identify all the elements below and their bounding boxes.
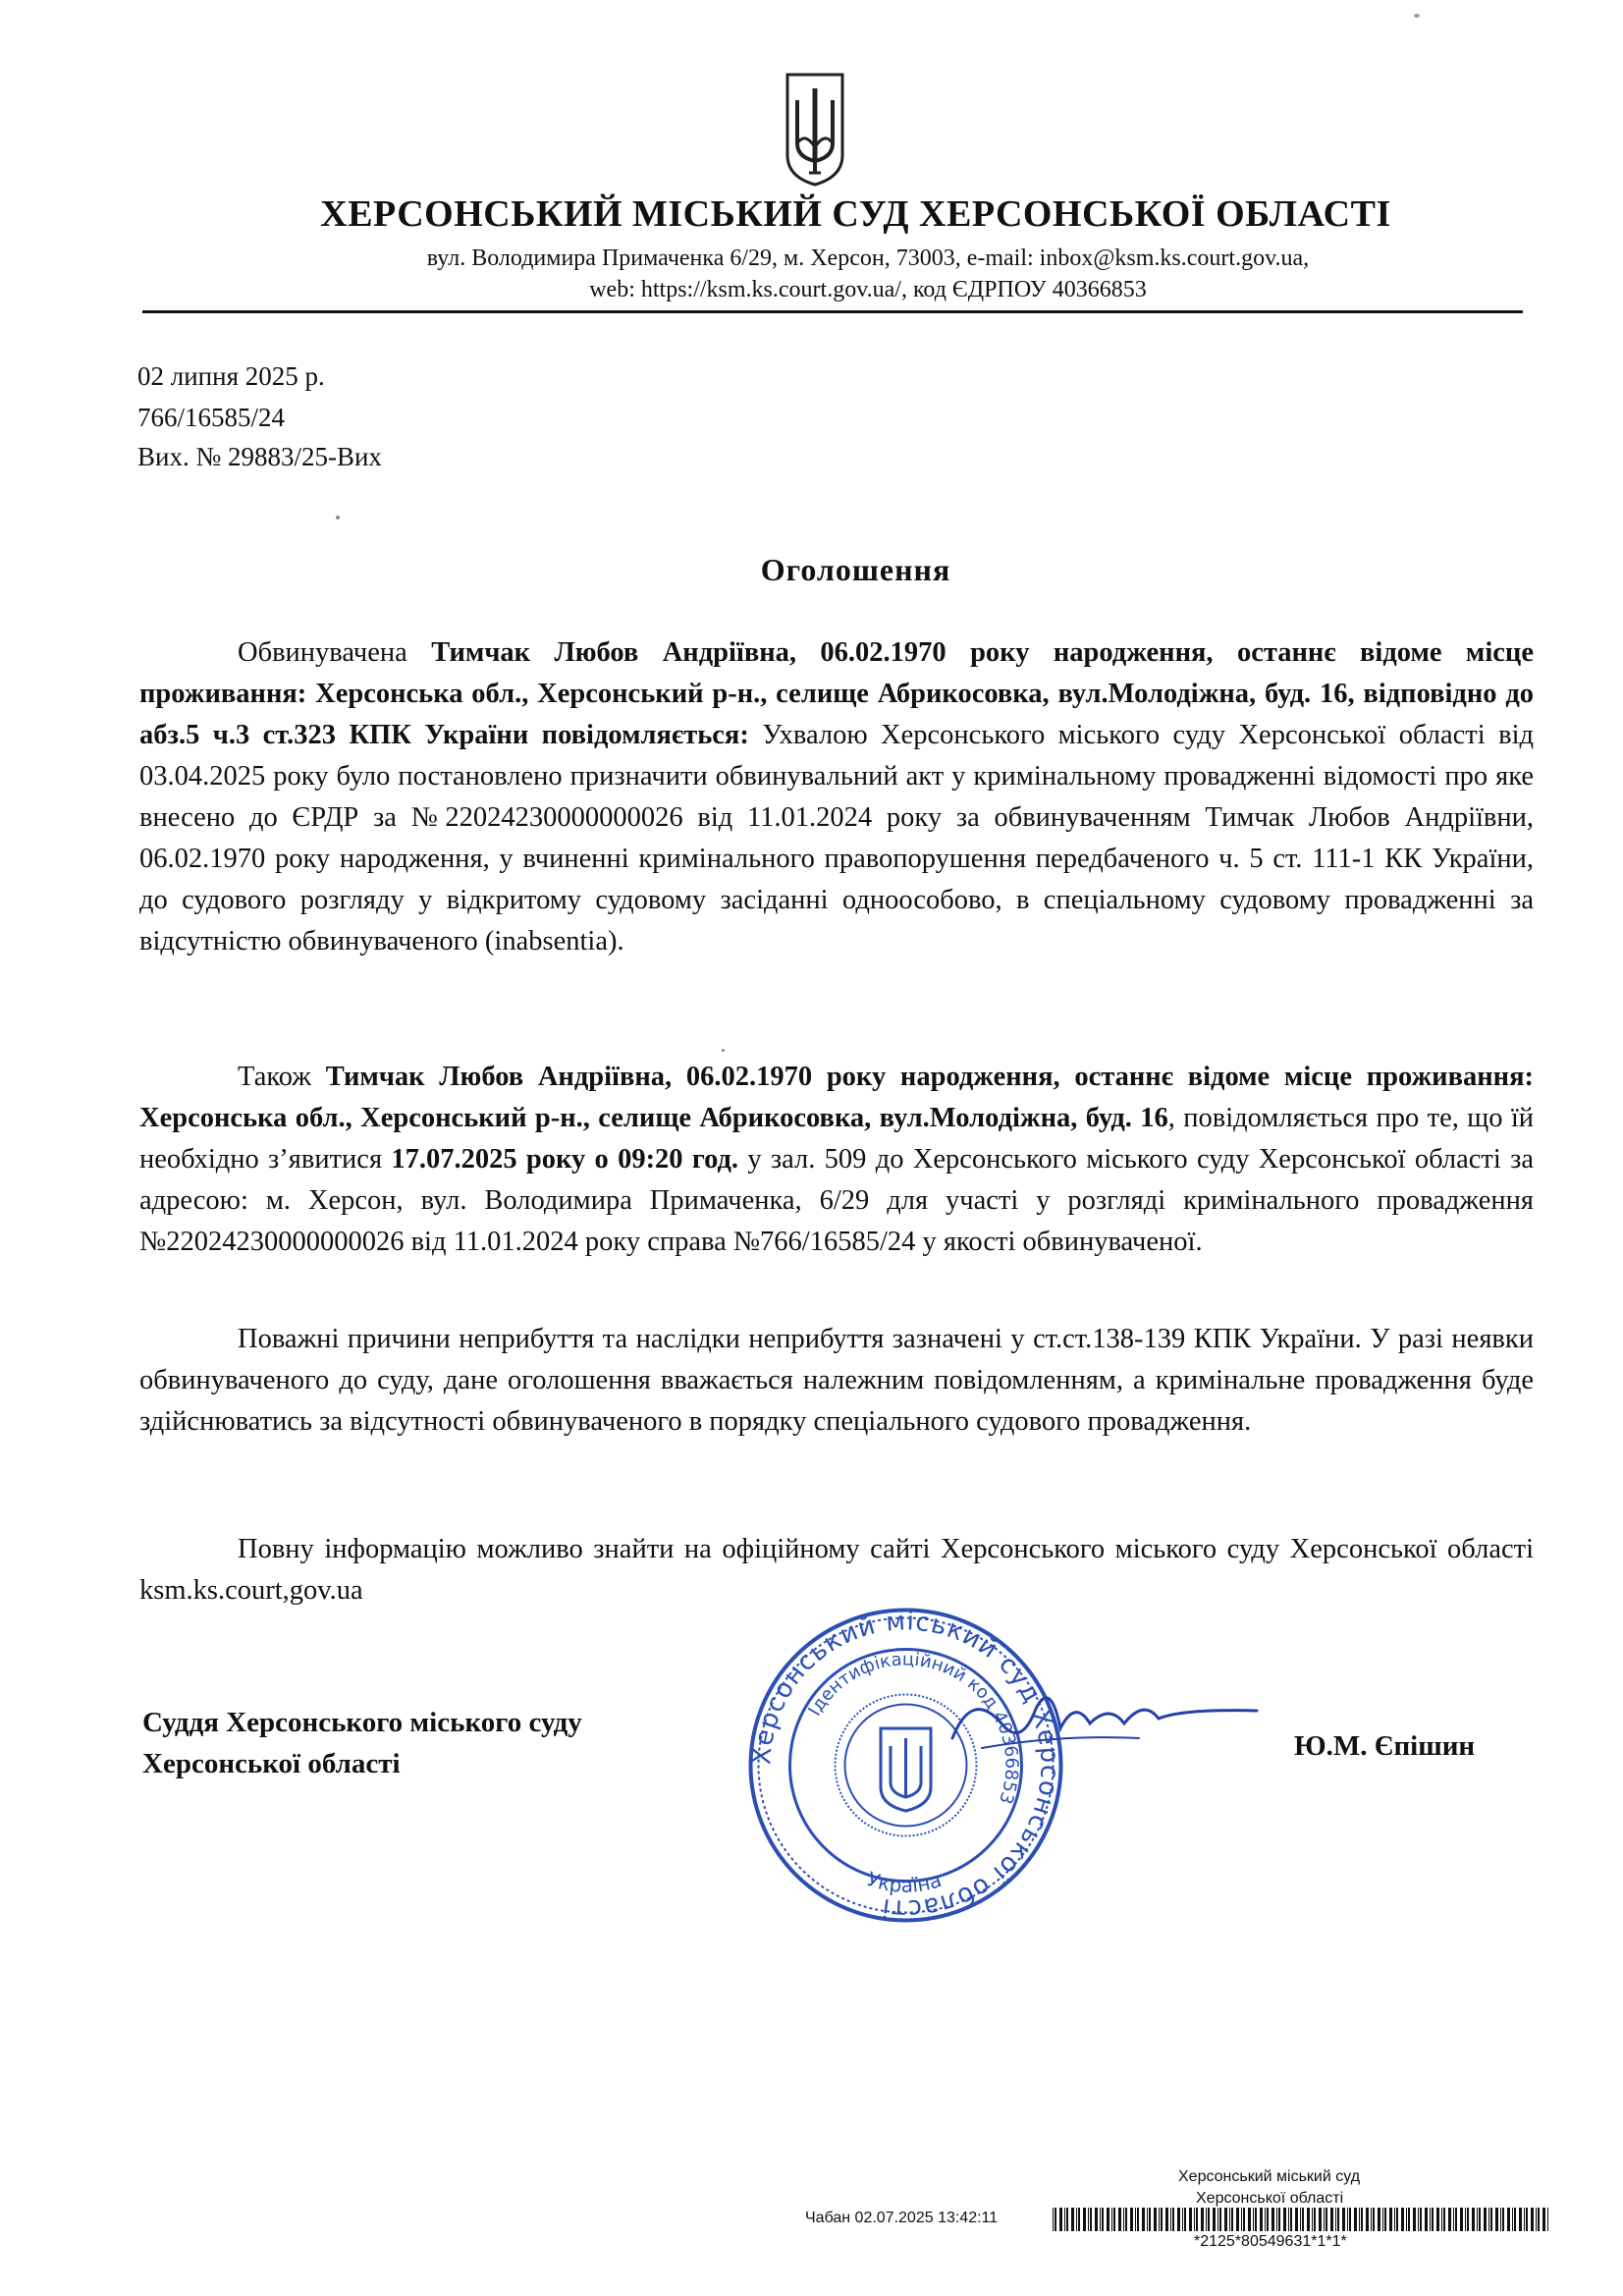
hearing-datetime: 17.07.2025 року о 09:20 год.: [391, 1144, 739, 1175]
barcode-bar: [1076, 2208, 1077, 2231]
barcode-bar: [1095, 2208, 1098, 2231]
barcode-bar: [1276, 2208, 1277, 2231]
barcode-bar: [1189, 2208, 1192, 2231]
paragraph-notice: [139, 632, 1534, 962]
barcode-bar: [1312, 2208, 1313, 2231]
barcode-bar: [1373, 2208, 1375, 2231]
barcode-bar: [1100, 2208, 1101, 2231]
barcode-bar: [1325, 2208, 1327, 2231]
barcode-bar: [1436, 2208, 1439, 2231]
barcode-bar: [1413, 2208, 1416, 2231]
barcode-bar: [1265, 2208, 1266, 2231]
barcode-bar: [1453, 2208, 1454, 2231]
barcode-bar: [1113, 2208, 1115, 2231]
text-run: Поважні причини неприбуття та наслідки неприбуття зазначені у ст.ст.138-139 КПК України. У разі неявки обвинуваченого до суду, дане оголошення вважається належним повідомленням, а кримінальне провадження буде здійснюватись за відсутності обвинуваченого в порядку спеціального судового провадження.: [139, 1324, 1534, 1437]
barcode-bar: [1118, 2208, 1121, 2231]
barcode-bar: [1217, 2208, 1218, 2231]
barcode-bar: [1053, 2208, 1054, 2231]
barcode-bar: [1502, 2208, 1504, 2231]
barcode-bar: [1547, 2208, 1548, 2231]
barcode-bar: [1255, 2208, 1257, 2231]
document-date: 02 липня 2025 р.: [137, 361, 325, 391]
scan-speck: [1414, 14, 1420, 18]
barcode-bar: [1170, 2208, 1171, 2231]
barcode-bar: [1472, 2208, 1475, 2231]
barcode-bar: [1219, 2208, 1221, 2231]
barcode-bar: [1090, 2208, 1092, 2231]
barcode-bar: [1406, 2208, 1407, 2231]
barcode-bar: [1147, 2208, 1148, 2231]
header-divider: [142, 310, 1523, 313]
text-run: Ухвалою Херсонського міського суду Херсонської області від 03.04.2025 року було постановлено призначити обвинувальний акт у кримінальному провадженні відомості про яке внесено до ЄРДР за №22024230000000026 від 11.01.2024 року за обвинуваченням Тимчак Любов Андріївни, 06.02.1970 року народження, у вчиненні кримінального правопорушення передбаченого ч. 5 ст. 111-1 КК України, до судового розгляду у відкритому судовому засіданні одноособово, в спеціальному судовому провадженні за відсутністю обвинуваченого (inabsentia).: [139, 720, 1534, 957]
barcode-bar: [1366, 2208, 1369, 2231]
barcode-bar: [1248, 2208, 1251, 2231]
barcode-bar: [1125, 2208, 1127, 2231]
stamp-code: *2125*80549631*1*1*: [1194, 2233, 1347, 2250]
barcode-bar: [1443, 2208, 1445, 2231]
barcode-bar: [1295, 2208, 1298, 2231]
barcode-bar: [1290, 2208, 1292, 2231]
stamp-court-line: Херсонський міський суд: [1178, 2168, 1361, 2185]
signer-position-line: Суддя Херсонського міського суду: [142, 1707, 582, 1738]
barcode-bar: [1507, 2208, 1510, 2231]
barcode-bar: [1154, 2208, 1157, 2231]
barcode-bar: [1524, 2208, 1525, 2231]
barcode-bar: [1538, 2208, 1540, 2231]
barcode-bar: [1243, 2208, 1245, 2231]
document-title: Оголошення: [760, 552, 951, 587]
barcode-bar: [1083, 2208, 1086, 2231]
seal-bottom-text: Україна: [864, 1866, 945, 1897]
barcode-bar: [1159, 2208, 1160, 2231]
barcode-bar: [1177, 2208, 1180, 2231]
barcode-bar: [1531, 2208, 1534, 2231]
barcode-bar: [1253, 2208, 1254, 2231]
barcode-bar: [1324, 2208, 1325, 2231]
barcode-bar: [1142, 2208, 1145, 2231]
barcode-bar: [1418, 2208, 1419, 2231]
barcode-bar: [1241, 2208, 1242, 2231]
barcode-bar: [1401, 2208, 1404, 2231]
barcode-bar: [1236, 2208, 1239, 2231]
barcode-bar: [1361, 2208, 1363, 2231]
barcode-bar: [1467, 2208, 1469, 2231]
barcode-bar: [1319, 2208, 1322, 2231]
barcode-bar: [1078, 2208, 1080, 2231]
barcode-bar: [1359, 2208, 1360, 2231]
barcode-bar: [1196, 2208, 1198, 2231]
barcode-bar: [1490, 2208, 1492, 2231]
barcode-bar: [1283, 2208, 1286, 2231]
barcode-bar: [1382, 2208, 1383, 2231]
seal-outer-text: Херсонський міський суд Херсонської області: [747, 1607, 1064, 1924]
barcode-bar: [1165, 2208, 1168, 2231]
scan-speck: [336, 516, 340, 519]
barcode-bar: [1111, 2208, 1112, 2231]
barcode-bar: [1137, 2208, 1139, 2231]
text-run: у зал. 509 до Херсонського міського суду Херсонської області за адресою: м. Херсон, вул. Володимира Примаченка, 6/29 для участі у розгляді кримінального провадження №22024230000000026 від 11.01.2024 року справа №766/16585/24 у якості обвинуваченої.: [139, 1144, 1534, 1257]
barcode-bar: [1135, 2208, 1136, 2231]
signer-position-line: Херсонської області: [142, 1748, 401, 1779]
signer-position: [142, 1702, 582, 1784]
scan-speck: [722, 1049, 725, 1052]
barcode-bar: [1071, 2208, 1074, 2231]
barcode-bar: [1378, 2208, 1380, 2231]
barcode-bar: [1396, 2208, 1398, 2231]
handwritten-signature: [943, 1669, 1267, 1768]
barcode-bar: [1512, 2208, 1513, 2231]
barcode-bar: [1526, 2208, 1528, 2231]
barcode-bar: [1213, 2208, 1216, 2231]
barcode-bar: [1149, 2208, 1151, 2231]
registration-stamp: [805, 2168, 1551, 2276]
barcode-bar: [1224, 2208, 1227, 2231]
barcode-bar: [1460, 2208, 1463, 2231]
accused-details: Тимчак Любов Андріївна, 06.02.1970 року народження, останнє відоме місце проживання: Херсонська обл., Херсонський р-н., селище Абрикосовка, вул.Молодіжна, буд. 16, відповідно до абз.5 ч.3 ст.323 КПК України повідомляється:: [139, 637, 1534, 750]
barcode-bar: [1500, 2208, 1501, 2231]
barcode-bar: [1302, 2208, 1304, 2231]
barcode-bar: [1271, 2208, 1274, 2231]
barcode-bar: [1161, 2208, 1163, 2231]
barcode-bar: [1542, 2208, 1545, 2231]
case-number: 766/16585/24: [137, 403, 286, 432]
barcode: [1053, 2208, 1548, 2231]
barcode-bar: [1477, 2208, 1478, 2231]
stamp-operator-datetime: Чабан 02.07.2025 13:42:11: [805, 2210, 999, 2226]
barcode-bar: [1425, 2208, 1428, 2231]
barcode-bar: [1337, 2208, 1339, 2231]
barcode-bar: [1059, 2208, 1062, 2231]
barcode-bar: [1123, 2208, 1124, 2231]
outgoing-number: Вих. № 29883/25-Вих: [137, 442, 382, 471]
barcode-bar: [1408, 2208, 1410, 2231]
court-name: ХЕРСОНСЬКИЙ МІСЬКИЙ СУД ХЕРСОНСЬКОЇ ОБЛАСТІ: [320, 193, 1391, 235]
barcode-bar: [1231, 2208, 1233, 2231]
barcode-bar: [1347, 2208, 1348, 2231]
barcode-bar: [1519, 2208, 1522, 2231]
barcode-bar: [1107, 2208, 1109, 2231]
barcode-bar: [1335, 2208, 1336, 2231]
barcode-bar: [1488, 2208, 1489, 2231]
barcode-bar: [1307, 2208, 1310, 2231]
text-run: Повну інформацію можливо знайти на офіційному сайті Херсонського міського суду Херсонської області ksm.ks.court,gov.ua: [139, 1534, 1534, 1606]
barcode-bar: [1342, 2208, 1345, 2231]
accused-details: Тимчак Любов Андріївна, 06.02.1970 року народження, останнє відоме місце проживання: Херсонська обл., Херсонський р-н., селище Абрикосовка, вул.Молодіжна, буд. 16: [139, 1062, 1534, 1133]
barcode-bar: [1088, 2208, 1089, 2231]
barcode-bar: [1102, 2208, 1104, 2231]
barcode-bar: [1465, 2208, 1466, 2231]
barcode-bar: [1484, 2208, 1487, 2231]
barcode-bar: [1260, 2208, 1263, 2231]
barcode-bar: [1495, 2208, 1498, 2231]
barcode-bar: [1384, 2208, 1386, 2231]
text-run: , повідомляється про те, що їй необхідно з’явитися: [139, 1103, 1534, 1175]
barcode-bar: [1172, 2208, 1174, 2231]
paragraph-info: [139, 1529, 1534, 1612]
barcode-bar: [1130, 2208, 1133, 2231]
seal-inner-text: Ідентифікаційний код 40366853: [804, 1649, 1022, 1807]
barcode-bar: [1330, 2208, 1333, 2231]
barcode-bar: [1314, 2208, 1316, 2231]
barcode-bar: [1455, 2208, 1457, 2231]
barcode-bar: [1182, 2208, 1183, 2231]
barcode-bar: [1420, 2208, 1422, 2231]
barcode-bar: [1371, 2208, 1372, 2231]
barcode-bar: [1300, 2208, 1301, 2231]
barcode-bar: [1288, 2208, 1289, 2231]
barcode-bar: [1194, 2208, 1195, 2231]
barcode-bar: [1479, 2208, 1481, 2231]
barcode-bar: [1536, 2208, 1537, 2231]
barcode-bar: [1229, 2208, 1230, 2231]
coat-of-arms-icon: [784, 71, 846, 189]
seal-trident-icon: [881, 1728, 931, 1811]
court-address-line: вул. Володимира Примаченка 6/29, м. Херсон, 73003, e-mail: inbox@ksm.ks.court.gov.ua,: [426, 246, 1310, 271]
barcode-bar: [1267, 2208, 1269, 2231]
barcode-bar: [1184, 2208, 1186, 2231]
paragraph-consequences: [139, 1319, 1534, 1443]
barcode-bar: [1201, 2208, 1204, 2231]
barcode-bar: [1354, 2208, 1357, 2231]
stamp-court-line: Херсонської області: [1196, 2190, 1344, 2207]
paragraph-summons: [139, 1057, 1534, 1263]
text-run: Обвинувачена: [238, 637, 432, 668]
barcode-bar: [1064, 2208, 1065, 2231]
barcode-bar: [1394, 2208, 1395, 2231]
barcode-bar: [1278, 2208, 1280, 2231]
barcode-bar: [1432, 2208, 1434, 2231]
barcode-bar: [1430, 2208, 1431, 2231]
barcode-bar: [1208, 2208, 1210, 2231]
signer-name: Ю.М. Єпішин: [1294, 1730, 1476, 1762]
barcode-bar: [1514, 2208, 1516, 2231]
barcode-bar: [1055, 2208, 1056, 2231]
barcode-bar: [1066, 2208, 1068, 2231]
text-run: Також: [238, 1062, 326, 1092]
court-web-line: web: https://ksm.ks.court.gov.ua/, код ЄДРПОУ 40366853: [589, 277, 1147, 302]
barcode-bar: [1448, 2208, 1451, 2231]
barcode-bar: [1441, 2208, 1442, 2231]
barcode-bar: [1349, 2208, 1351, 2231]
barcode-bar: [1389, 2208, 1392, 2231]
barcode-bar: [1206, 2208, 1207, 2231]
